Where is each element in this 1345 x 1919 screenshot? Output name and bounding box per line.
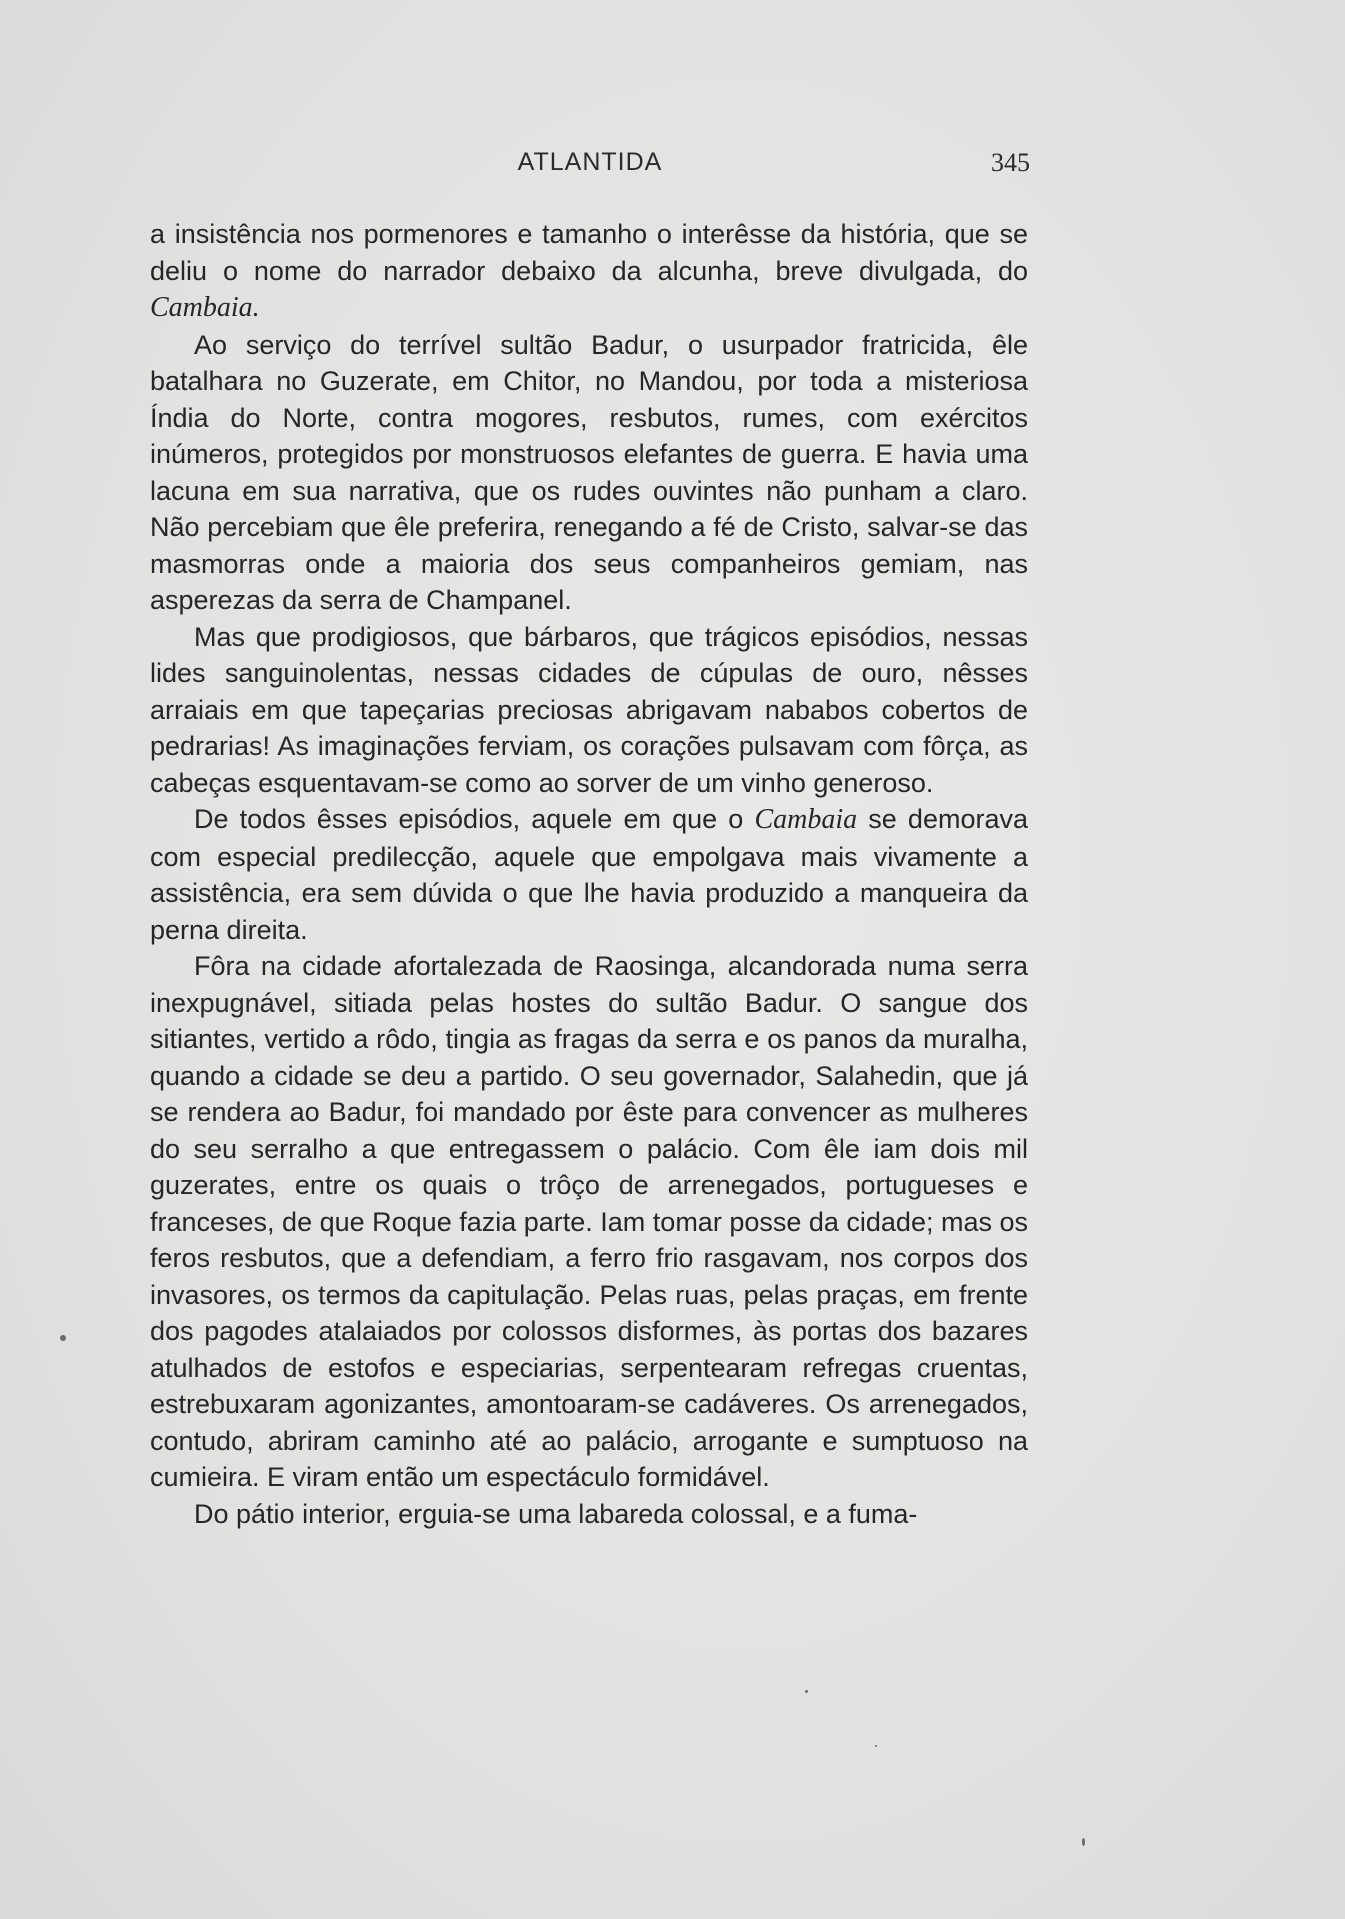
paper-speck <box>875 1745 877 1747</box>
paragraph-6 <box>150 1496 1028 1533</box>
paper-speck <box>60 1335 66 1341</box>
text-run: Fôra na cidade afortalezada de Raosinga, alcandorada numa serra inexpugnável, sitiada pelas hostes do sultão Badur. O sangue dos sitiantes, vertido a rôdo, tingia as fragas da serra e os panos da muralha, quando a cidade se deu a partido. O seu governador, Salahedin, que já se rendera ao Badur, foi mandado por êste para convencer as mulheres do seu serralho a que entregassem o palácio. Com êle iam dois mil guzerates, entre os quais o trôço de arrenegados, portugueses e franceses, de que Roque fazia parte. Iam tomar posse da cidade; mas os feros resbutos, que a defendiam, a ferro frio rasgavam, nos corpos dos invasores, os termos da capitulação. Pelas ruas, pelas praças, em frente dos pagodes atalaiados por colossos disformes, às portas dos bazares atulhados de estofos e especiarias, serpentearam refregas cruentas, estrebuxaram agonizantes, amontoaram-se cadáveres. Os arrenegados, contudo, abriram caminho até ao palácio, arrogante e sumptuoso na cumieira. E viram então um espectáculo formidável. <box>150 951 1028 1492</box>
paragraph-2 <box>150 327 1028 619</box>
paragraph-1 <box>150 216 1028 327</box>
text-run: Mas que prodigiosos, que bárbaros, que trágicos episódios, nessas lides sanguinolentas, nessas cidades de cúpulas de ouro, nêsses arraiais em que tapeçarias preciosas abrigavam nababos cobertos de pedrarias! As imaginações ferviam, os corações pulsavam com fôrça, as cabeças esquentavam-se como ao sorver de um vinho generoso. <box>150 621 1028 798</box>
paragraph-4 <box>150 801 1028 948</box>
text-run: a insistência nos pormenores e tamanho o interêsse da história, que se deliu o nome do narrador debaixo da alcunha, breve divulgada, do <box>150 219 1028 286</box>
paper-speck <box>805 1690 808 1693</box>
running-head <box>150 148 1030 184</box>
paper-speck <box>1082 1838 1085 1846</box>
running-title: ATLANTIDA <box>517 148 663 176</box>
body-text <box>150 216 1028 1532</box>
paragraph-5 <box>150 948 1028 1496</box>
paragraph-3 <box>150 619 1028 802</box>
text-run: Ao serviço do terrível sultão Badur, o usurpador fratricida, êle batalhara no Guzerate, em Chitor, no Mandou, por toda a misteriosa Índia do Norte, contra mogores, resbutos, rumes, com exércitos inúmeros, protegidos por monstruosos elefantes de guerra. E havia uma lacuna em sua narrativa, que os rudes ouvintes não punham a claro. Não percebiam que êle preferira, renegando a fé de Cristo, salvar-se das masmorras onde a maioria dos seus companheiros gemiam, nas asperezas da serra de Champanel. <box>150 329 1028 615</box>
text-run: se demorava com especial predilecção, aquele que empolgava mais vivamente a assistência, era sem dúvida o que lhe havia produzido a manqueira da perna direita. <box>150 804 1028 945</box>
text-run: De todos êsses episódios, aquele em que o <box>194 804 755 834</box>
italic-run-cambaia: Cambaia. <box>150 292 260 323</box>
page-number: 345 <box>991 148 1030 177</box>
text-run: Do pátio interior, erguia-se uma labareda colossal, e a fuma- <box>194 1498 918 1529</box>
italic-run-cambaia: Cambaia <box>754 804 858 835</box>
